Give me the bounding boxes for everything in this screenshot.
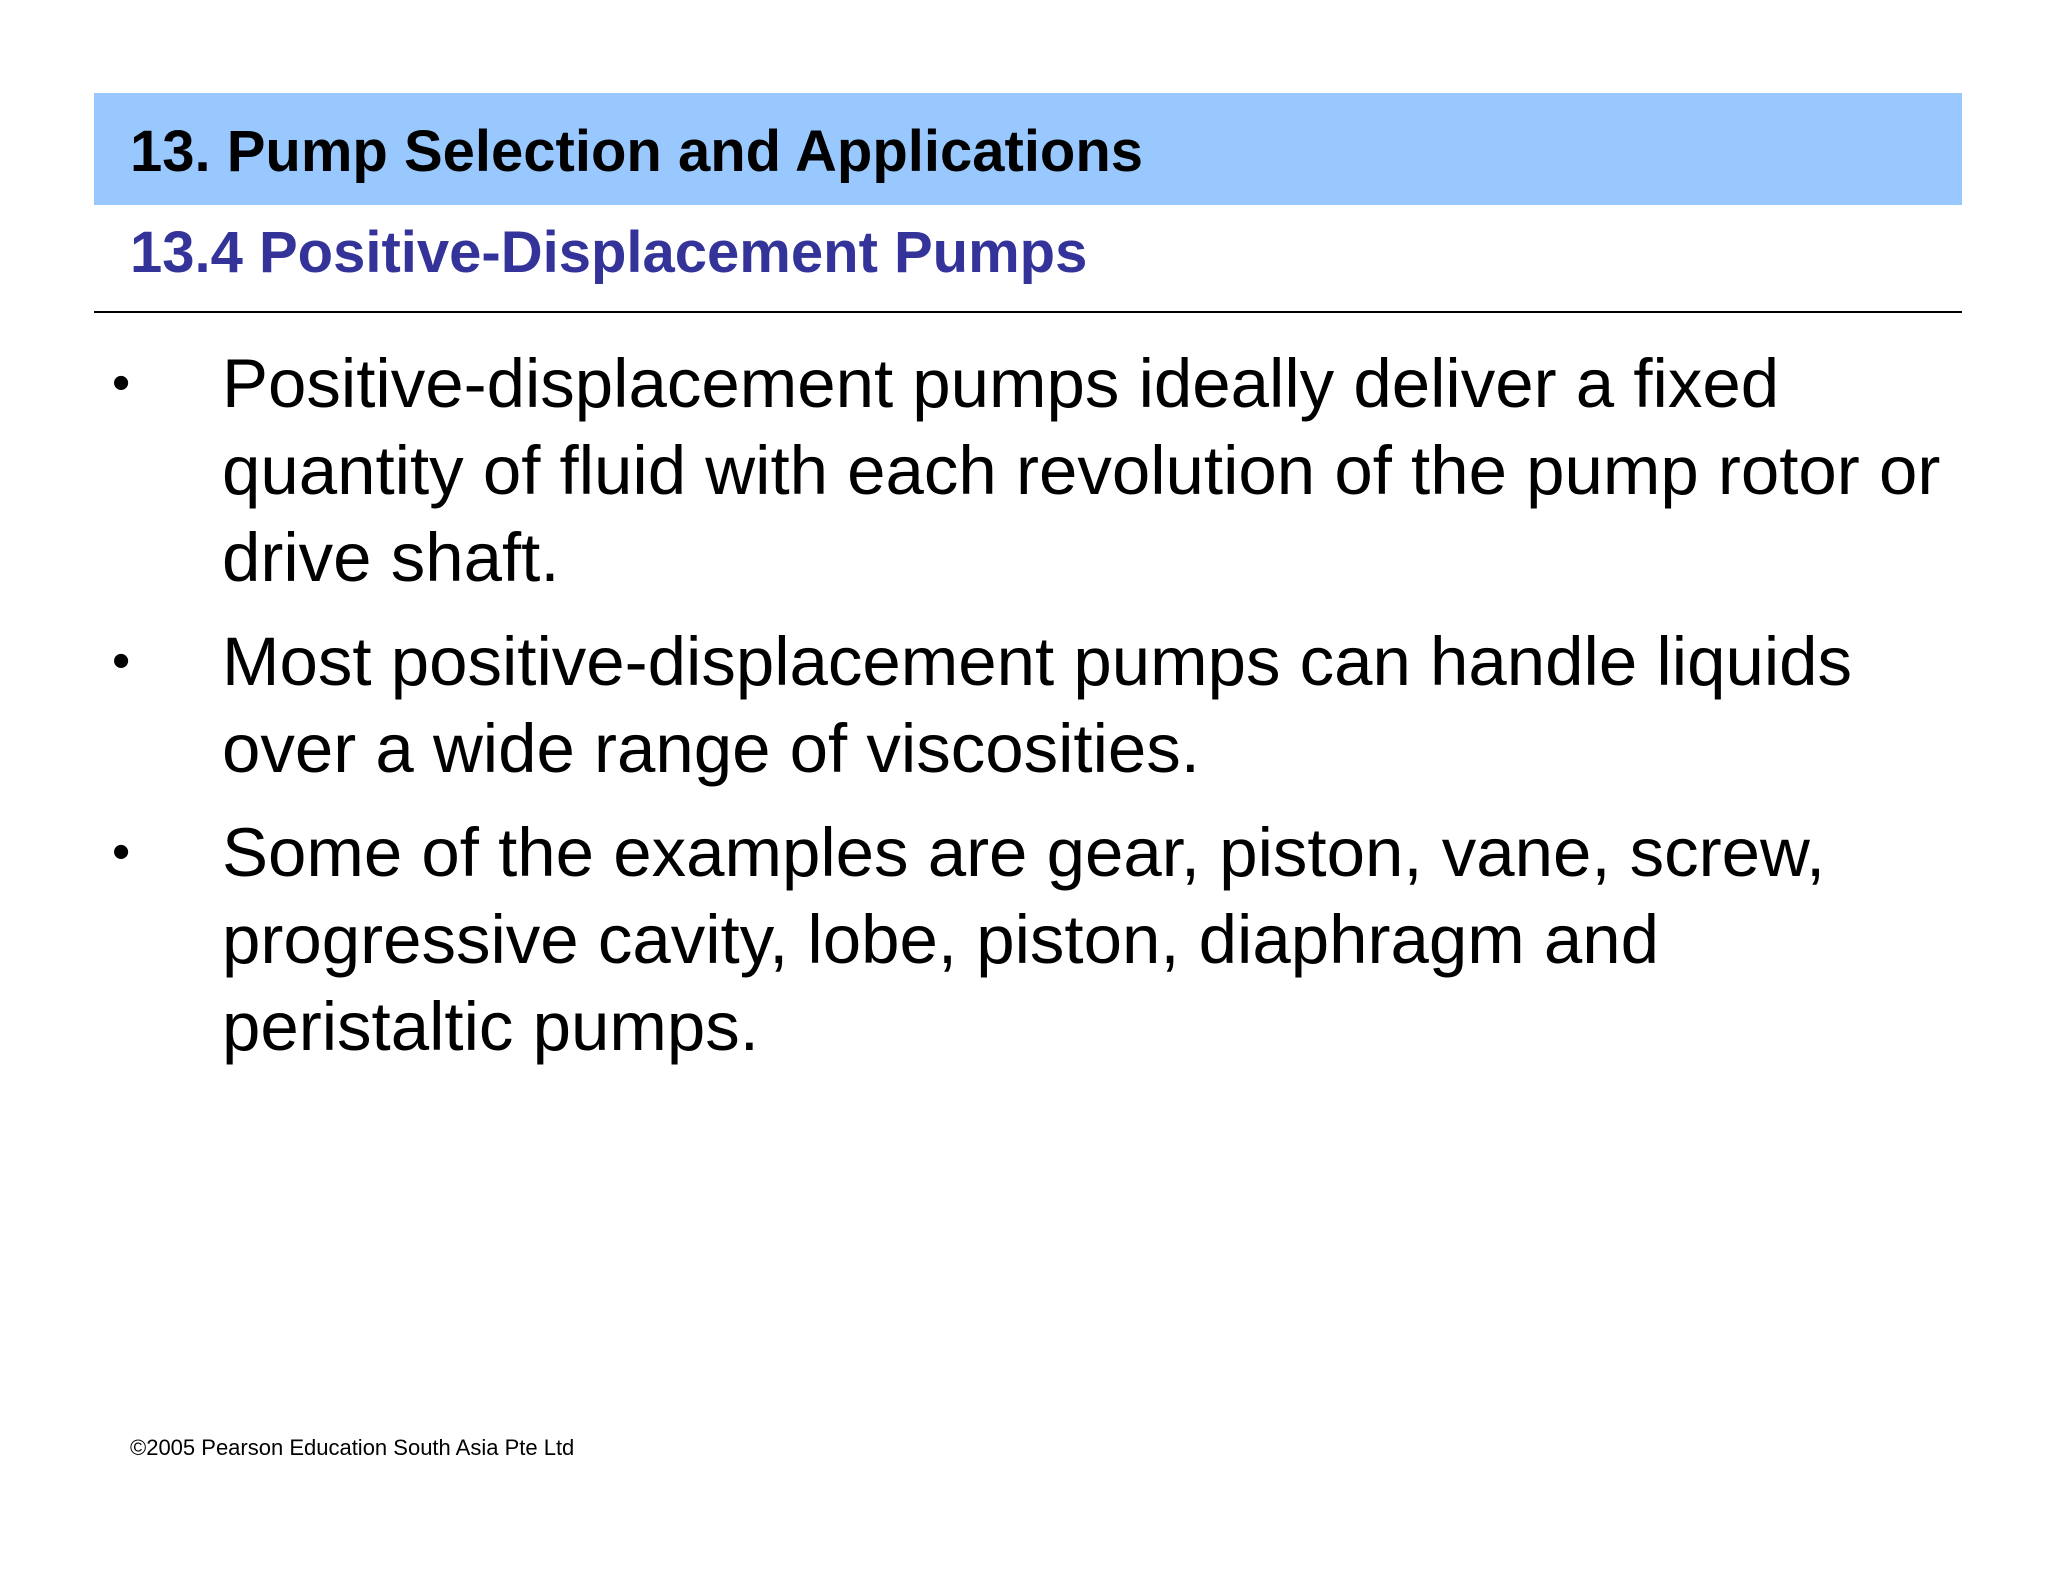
bullet-marker: •	[112, 823, 131, 881]
slide-title: 13. Pump Selection and Applications	[130, 119, 1144, 184]
bullet-list	[0, 340, 2048, 1087]
bullet-marker: •	[112, 354, 131, 412]
bullet-text: Some of the examples are gear, piston, vane, screw, progressive cavity, lobe, piston, diaphragm and peristaltic pumps.	[222, 814, 1826, 1065]
header-divider	[94, 311, 1962, 313]
section-subtitle: 13.4 Positive-Displacement Pumps	[130, 220, 1088, 285]
bullet-item	[0, 618, 1942, 792]
bullet-text: Most positive-displacement pumps can handle liquids over a wide range of viscosities.	[222, 623, 1853, 787]
bullet-item	[0, 340, 1942, 601]
title-bar	[94, 93, 1962, 205]
bullet-marker: •	[112, 632, 131, 690]
bullet-text: Positive-displacement pumps ideally deliver a fixed quantity of fluid with each revolution of the pump rotor or drive shaft.	[222, 345, 1941, 596]
bullet-item	[0, 809, 1942, 1070]
copyright-footer: ©2005 Pearson Education South Asia Pte Ltd	[130, 1435, 575, 1460]
